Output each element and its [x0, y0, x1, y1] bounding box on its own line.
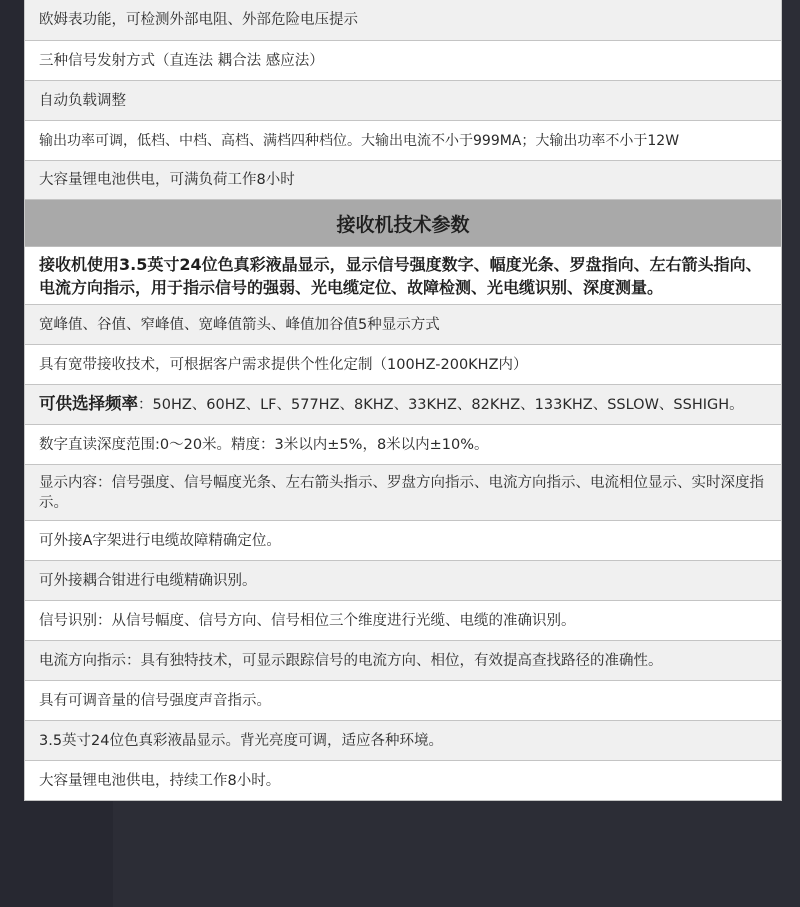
spec-row [25, 641, 781, 681]
spec-row [25, 121, 781, 161]
spec-row [25, 561, 781, 601]
spec-row-text: 信号识别：从信号幅度、信号方向、信号相位三个维度进行光缆、电缆的准确识别。 [39, 612, 576, 629]
spec-row-text: 具有可调音量的信号强度声音指示。 [39, 692, 271, 709]
spec-row [25, 161, 781, 200]
spec-row [25, 41, 781, 81]
spec-row-text: 欧姆表功能，可检测外部电阻、外部危险电压提示 [39, 12, 358, 28]
spec-row-text: 可外接A字架进行电缆故障精确定位。 [39, 532, 281, 549]
spec-row-text: 宽峰值、谷值、窄峰值、宽峰值箭头、峰值加谷值5种显示方式 [39, 316, 440, 333]
spec-row [25, 601, 781, 641]
receiver-intro-text: 接收机使用3.5英寸24位色真彩液晶显示，显示信号强度数字、幅度光条、罗盘指向、左右箭头指向、电流方向指示，用于指示信号的强弱、光电缆定位、故障检测、光电缆识别、深度测量。 [39, 254, 762, 297]
spec-row-text: 3.5英寸24位色真彩液晶显示。背光亮度可调，适应各种环境。 [39, 732, 444, 749]
spec-row [25, 761, 781, 801]
frequency-text [39, 394, 744, 415]
spec-row-text: 输出功率可调，低档、中档、高档、满档四种档位。大输出电流不小于999MA；大输出功率不小于12W [39, 132, 680, 149]
spec-row-text: 电流方向指示：具有独特技术，可显示跟踪信号的电流方向、相位，有效提高查找路径的准确性。 [39, 652, 663, 669]
spec-table [24, 0, 782, 801]
spec-row [25, 465, 781, 521]
spec-row [25, 681, 781, 721]
spec-row-text: 可外接耦合钳进行电缆精确识别。 [39, 572, 257, 589]
spec-row [25, 305, 781, 345]
spec-row-text: 显示内容：信号强度、信号幅度光条、左右箭头指示、罗盘方向指示、电流方向指示、电流相位显示、实时深度指示。 [39, 474, 764, 511]
frequency-values: ：50HZ、60HZ、LF、577HZ、8KHZ、33KHZ、82KHZ、133KHZ、SSLOW、SSHIGH。 [138, 397, 744, 413]
spec-row-text: 大容量锂电池供电，持续工作8小时。 [39, 772, 281, 789]
receiver-intro-row [25, 247, 781, 305]
spec-row-text: 具有宽带接收技术，可根据客户需求提供个性化定制（100HZ-200KHZ内） [39, 356, 528, 373]
receiver-section-header: 接收机技术参数 [25, 200, 781, 247]
frequency-row [25, 385, 781, 425]
spec-row [25, 721, 781, 761]
spec-row [25, 81, 781, 121]
spec-row [25, 345, 781, 385]
spec-row-text: 大容量锂电池供电，可满负荷工作8小时 [39, 172, 295, 188]
spec-row-text: 自动负载调整 [39, 92, 126, 109]
spec-row [25, 521, 781, 561]
frequency-label: 可供选择频率 [39, 394, 138, 413]
spec-row [25, 425, 781, 465]
spec-row-text: 数字直读深度范围:0～20米。精度：3米以内±5%，8米以内±10%。 [39, 436, 489, 453]
spec-row-text: 三种信号发射方式（直连法 耦合法 感应法） [39, 52, 324, 69]
spec-row [25, 0, 781, 41]
